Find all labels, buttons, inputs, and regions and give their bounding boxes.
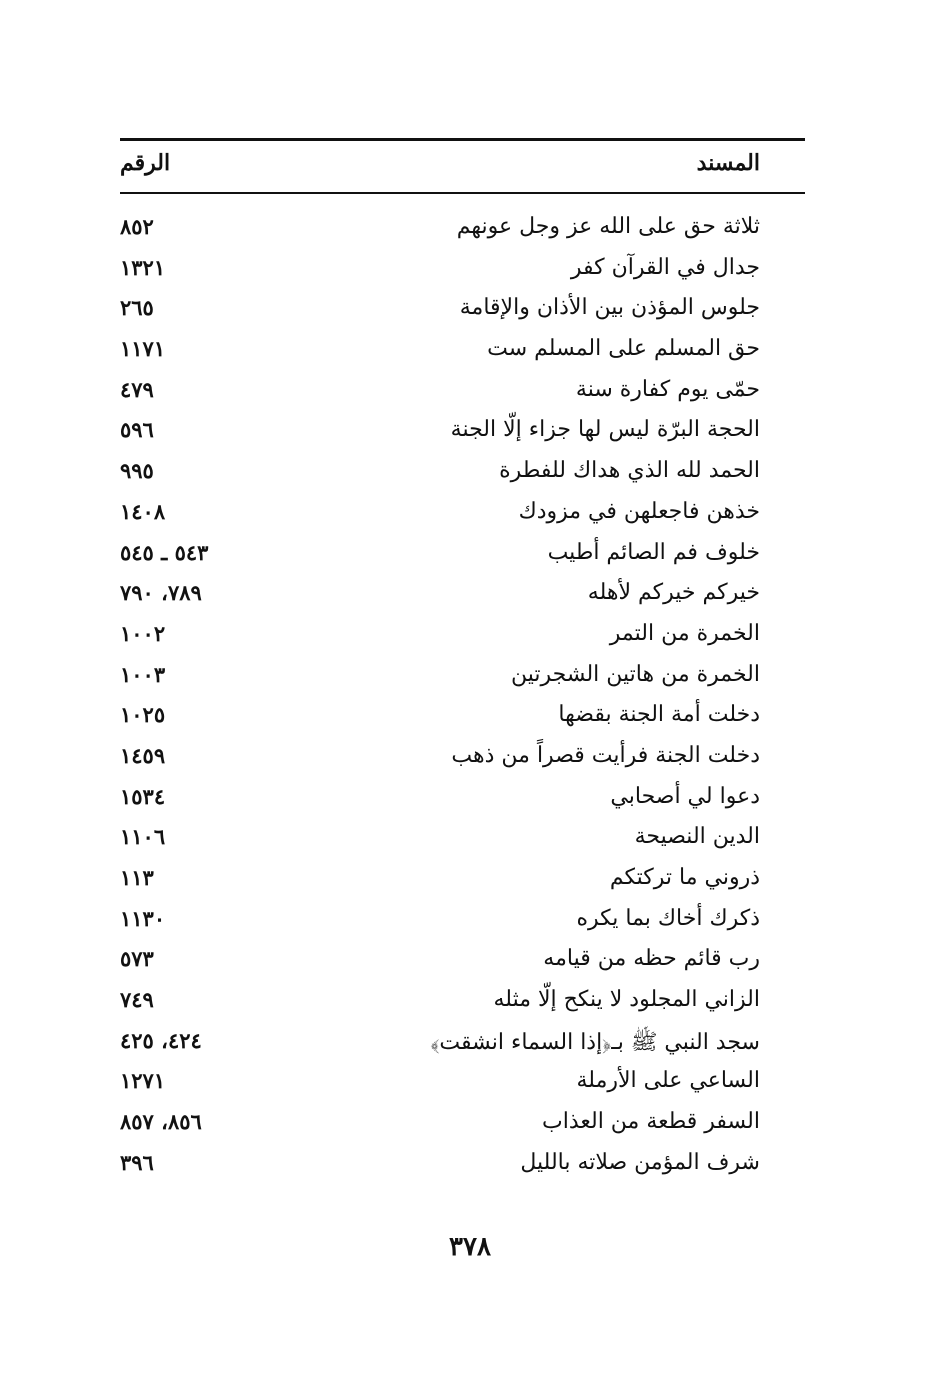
entry-reference-number: ١١٧١	[120, 336, 166, 362]
entry-hadith-text: رب قائم حظه من قيامه	[543, 946, 760, 972]
entry-hadith-text: حق المسلم على المسلم ست	[487, 336, 760, 362]
index-entry	[120, 739, 760, 780]
entry-hadith-text: الخمرة من التمر	[609, 620, 760, 646]
entry-reference-number: ١٠٠٢	[120, 620, 166, 646]
index-entry	[120, 983, 760, 1024]
column-header-musnad: المسند	[696, 150, 760, 176]
entry-hadith-text: الدين النصيحة	[634, 824, 760, 850]
index-entry	[120, 495, 760, 536]
index-entry	[120, 902, 760, 943]
entry-hadith-text: ذكرك أخاك بما يكره	[576, 905, 760, 931]
entry-reference-number: ٨٥٦، ٨٥٧	[120, 1109, 202, 1135]
index-entry	[120, 942, 760, 983]
index-entry	[120, 251, 760, 292]
entry-hadith-text: دعوا لي أصحابي	[610, 783, 760, 809]
entry-hadith-text: حمّى يوم كفارة سنة	[575, 376, 760, 402]
index-entry	[120, 617, 760, 658]
entry-reference-number: ١٤٠٨	[120, 498, 166, 524]
index-entry	[120, 454, 760, 495]
index-entry	[120, 658, 760, 699]
entry-hadith-text: السفر قطعة من العذاب	[542, 1109, 760, 1135]
entry-reference-number: ١١٣	[120, 865, 154, 890]
index-entry	[120, 373, 760, 414]
entry-hadith-text: الحجة البرّة ليس لها جزاء إلّا الجنة	[450, 417, 760, 443]
entry-reference-number: ٨٥٢	[120, 214, 154, 239]
entry-reference-number: ٥٩٦	[120, 417, 154, 443]
entry-hadith-text: الزاني المجلود لا ينكح إلّا مثله	[493, 987, 760, 1013]
entry-reference-number: ١١٣٠	[120, 905, 166, 931]
entry-hadith-text: ذروني ما تركتكم	[609, 865, 760, 890]
entry-reference-number: ٧٨٩، ٧٩٠	[120, 580, 202, 606]
entry-reference-number: ٧٤٩	[120, 987, 154, 1013]
index-entry	[120, 576, 760, 617]
entry-hadith-text: خلوف فم الصائم أطيب	[547, 539, 760, 565]
entry-reference-number: ٩٩٥	[120, 458, 154, 484]
entry-reference-number: ١٢٧١	[120, 1068, 166, 1094]
entry-reference-number: ١١٠٦	[120, 824, 166, 850]
entry-reference-number: ١٥٣٤	[120, 783, 166, 809]
entry-hadith-text: شرف المؤمن صلاته بالليل	[520, 1149, 760, 1175]
index-entry	[120, 413, 760, 454]
table-header	[120, 146, 760, 186]
entry-reference-number: ١٣٢١	[120, 254, 166, 280]
top-rule	[120, 138, 805, 141]
index-entry	[120, 291, 760, 332]
entry-reference-number: ١٠٠٣	[120, 661, 166, 687]
page-number: ٣٧٨	[449, 1232, 491, 1262]
entry-reference-number: ٥٤٣ ـ ٥٤٥	[120, 539, 209, 565]
index-entry	[120, 820, 760, 861]
entry-reference-number: ١٠٢٥	[120, 702, 166, 728]
entry-hadith-text: دخلت أمة الجنة بقضها	[558, 702, 760, 728]
entry-hadith-text: جلوس المؤذن بين الأذان والإقامة	[459, 295, 760, 321]
index-entry	[120, 1105, 760, 1146]
entry-hadith-text: الخمرة من هاتين الشجرتين	[510, 661, 760, 687]
entry-hadith-text: الحمد لله الذي هداك للفطرة	[499, 458, 760, 484]
entry-hadith-text: سجد النبي ﷺ بـ﴿إذا السماء انشقت﴾	[430, 1029, 760, 1055]
entry-hadith-text: خيركم خيركم لأهله	[587, 580, 760, 606]
index-entry	[120, 1024, 760, 1065]
index-entry	[120, 1064, 760, 1105]
entry-hadith-text: خذهن فاجعلهن في مزودك	[518, 498, 760, 524]
entry-reference-number: ٥٧٣	[120, 946, 154, 972]
entry-hadith-text: الساعي على الأرملة	[576, 1068, 760, 1094]
entry-reference-number: ٢٦٥	[120, 295, 154, 321]
entry-reference-number: ٣٩٦	[120, 1149, 154, 1175]
index-entries	[120, 210, 760, 1187]
entry-reference-number: ٤٢٤، ٤٢٥	[120, 1027, 202, 1053]
entry-hadith-text: دخلت الجنة فرأيت قصراً من ذهب	[451, 742, 760, 768]
entry-hadith-text: جدال في القرآن كفر	[570, 254, 760, 280]
entry-reference-number: ٤٧٩	[120, 376, 154, 402]
index-entry	[120, 210, 760, 251]
index-entry	[120, 332, 760, 373]
index-entry	[120, 861, 760, 902]
entry-hadith-text: ثلاثة حق على الله عز وجل عونهم	[456, 214, 760, 239]
index-entry	[120, 780, 760, 821]
index-entry	[120, 1146, 760, 1187]
entry-reference-number: ١٤٥٩	[120, 742, 166, 768]
header-rule	[120, 192, 805, 194]
index-entry	[120, 698, 760, 739]
index-entry	[120, 536, 760, 577]
column-header-number: الرقم	[120, 150, 171, 176]
